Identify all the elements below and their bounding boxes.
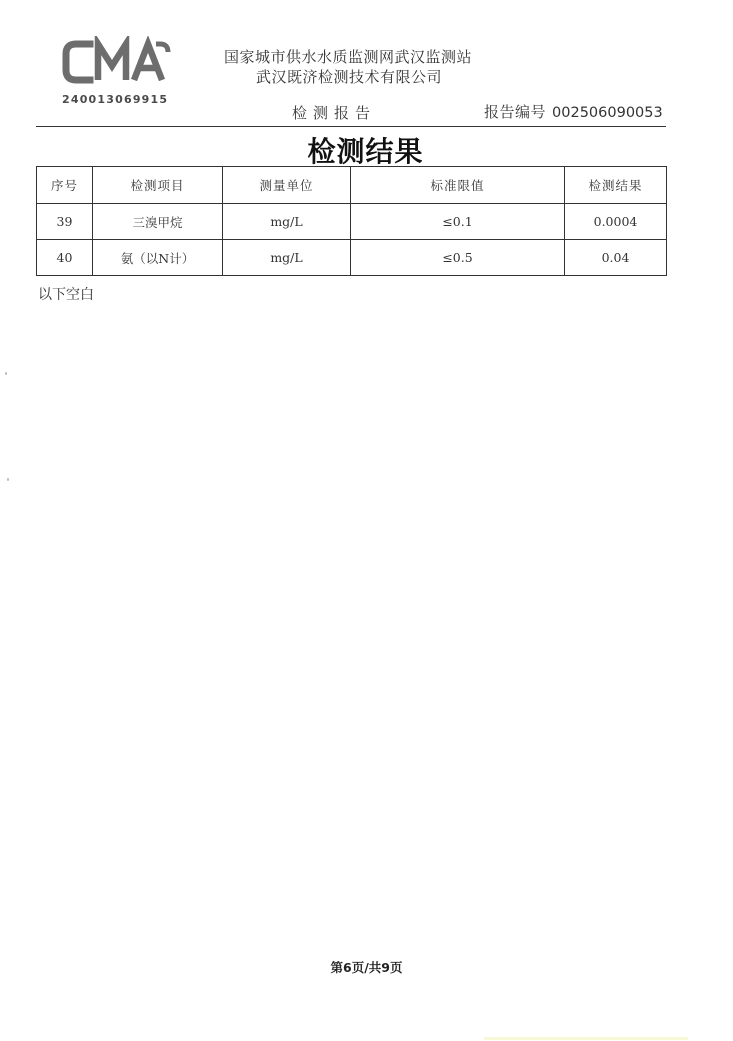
- cell-item: 氨（以N计）: [93, 240, 223, 276]
- org-name-secondary: 武汉既济检测技术有限公司: [256, 68, 443, 86]
- page-title: [0, 130, 733, 170]
- header-seq: 序号: [37, 167, 93, 204]
- cell-seq: 40: [37, 240, 93, 276]
- scan-artifact: [484, 1037, 688, 1040]
- page-number: 第6页/共9页: [330, 960, 403, 975]
- cell-limit: ≤0.5: [351, 240, 565, 276]
- table-row: [37, 240, 667, 276]
- cell-seq: 39: [37, 204, 93, 240]
- header-item: 检测项目: [93, 167, 223, 204]
- blank-below-note: 以下空白: [38, 287, 94, 303]
- cell-unit: mg/L: [223, 204, 351, 240]
- cell-result: 0.0004: [565, 204, 667, 240]
- page-title-text: 检测结果: [307, 135, 424, 168]
- report-number-label: 报告编号: [484, 103, 547, 121]
- table-header-row: [37, 167, 667, 204]
- header-limit: 标准限值: [351, 167, 565, 204]
- header-result: 检测结果: [565, 167, 667, 204]
- header-unit: 测量单位: [223, 167, 351, 204]
- results-table: [36, 166, 667, 276]
- table-row: [37, 204, 667, 240]
- org-name-primary: 国家城市供水水质监测网武汉监测站: [224, 48, 473, 66]
- cell-result: 0.04: [565, 240, 667, 276]
- cma-certificate-number: 240013069915: [62, 93, 169, 106]
- report-number: [484, 101, 663, 122]
- cell-item: 三溴甲烷: [93, 204, 223, 240]
- header-divider: [36, 126, 666, 127]
- scan-artifact: [7, 478, 9, 481]
- cell-unit: mg/L: [223, 240, 351, 276]
- report-type-label: 检测报告: [292, 104, 377, 122]
- cma-logo: [60, 36, 172, 88]
- cell-limit: ≤0.1: [351, 204, 565, 240]
- report-number-value: 002506090053: [552, 105, 663, 121]
- scan-artifact: [5, 372, 7, 375]
